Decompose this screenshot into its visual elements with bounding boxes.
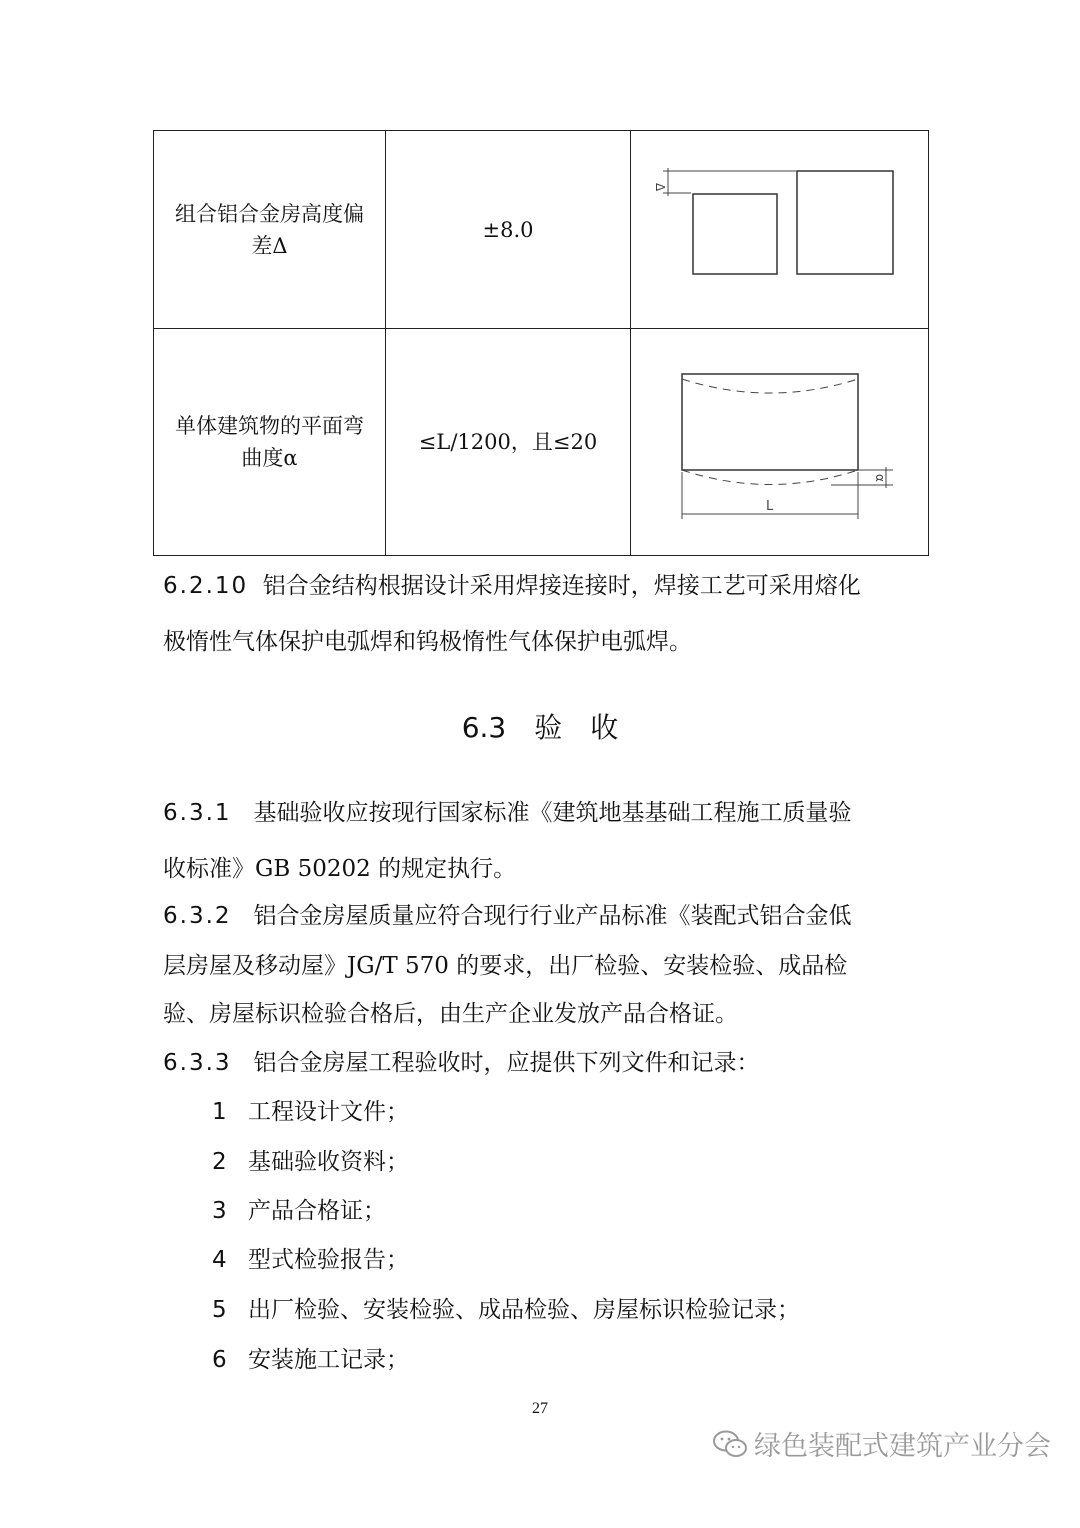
list-item: 3 产品合格证； xyxy=(212,1198,386,1224)
watermark-text: 绿色装配式建筑产业分会 xyxy=(754,1431,1051,1462)
clause-6-3-3-line1: 6.3.3 铝合金房屋工程验收时，应提供下列文件和记录： xyxy=(163,1050,760,1076)
tolerance-text: ≤L/1200，且≤20 xyxy=(418,430,598,454)
length-label: L xyxy=(766,499,774,514)
wechat-icon xyxy=(712,1429,748,1459)
list-item: 1 工程设计文件； xyxy=(212,1099,409,1125)
watermark xyxy=(712,1424,1051,1463)
tolerance-cell xyxy=(386,131,631,329)
clause-6-2-10-line2: 极惰性气体保护电弧焊和钨极惰性气体保护电弧焊。 xyxy=(163,629,692,655)
section-heading: 6.3 验 收 xyxy=(461,711,619,744)
item-cell xyxy=(154,131,386,329)
clause-6-2-10-line1: 6.2.10 铝合金结构根据设计采用焊接连接时，焊接工艺可采用熔化 xyxy=(163,573,861,599)
list-item: 2 基础验收资料； xyxy=(212,1149,409,1175)
alpha-label: α xyxy=(873,474,887,482)
tolerance-table xyxy=(153,130,929,556)
module-box-higher xyxy=(797,171,893,274)
list-item: 6 安装施工记录； xyxy=(212,1347,409,1373)
tolerance-text: ±8.0 xyxy=(482,217,534,242)
item-text: 组合铝合金房高度偏差Δ xyxy=(175,201,364,258)
delta-label: Δ xyxy=(653,183,667,192)
table-row xyxy=(154,329,929,556)
clause-6-3-2-line1: 6.3.2 铝合金房屋质量应符合现行行业产品标准《装配式铝合金低 xyxy=(163,903,852,929)
list-item: 5 出厂检验、安装检验、成品检验、房屋标识检验记录； xyxy=(212,1297,800,1323)
clause-6-3-2-line3: 验、房屋标识检验合格后，由生产企业发放产品合格证。 xyxy=(163,1001,738,1027)
plan-curvature-diagram xyxy=(631,329,928,555)
list-item: 4 型式检验报告； xyxy=(212,1247,409,1273)
item-cell xyxy=(154,329,386,556)
table-row xyxy=(154,131,929,329)
item-text: 单体建筑物的平面弯曲度α xyxy=(175,414,364,470)
clause-6-3-2-line2: 层房屋及移动屋》JG/T 570 的要求，出厂检验、安装检验、成品检 xyxy=(163,953,848,979)
module-box-lower xyxy=(693,194,777,274)
page-number: 27 xyxy=(532,1400,548,1417)
height-deviation-diagram xyxy=(631,131,928,328)
clause-6-3-1-line1: 6.3.1 基础验收应按现行国家标准《建筑地基基础工程施工质量验 xyxy=(163,800,852,826)
diagram-cell xyxy=(631,131,929,329)
diagram-cell xyxy=(631,329,929,556)
tolerance-cell xyxy=(386,329,631,556)
clause-6-3-1-line2: 收标准》GB 50202 的规定执行。 xyxy=(163,856,517,882)
